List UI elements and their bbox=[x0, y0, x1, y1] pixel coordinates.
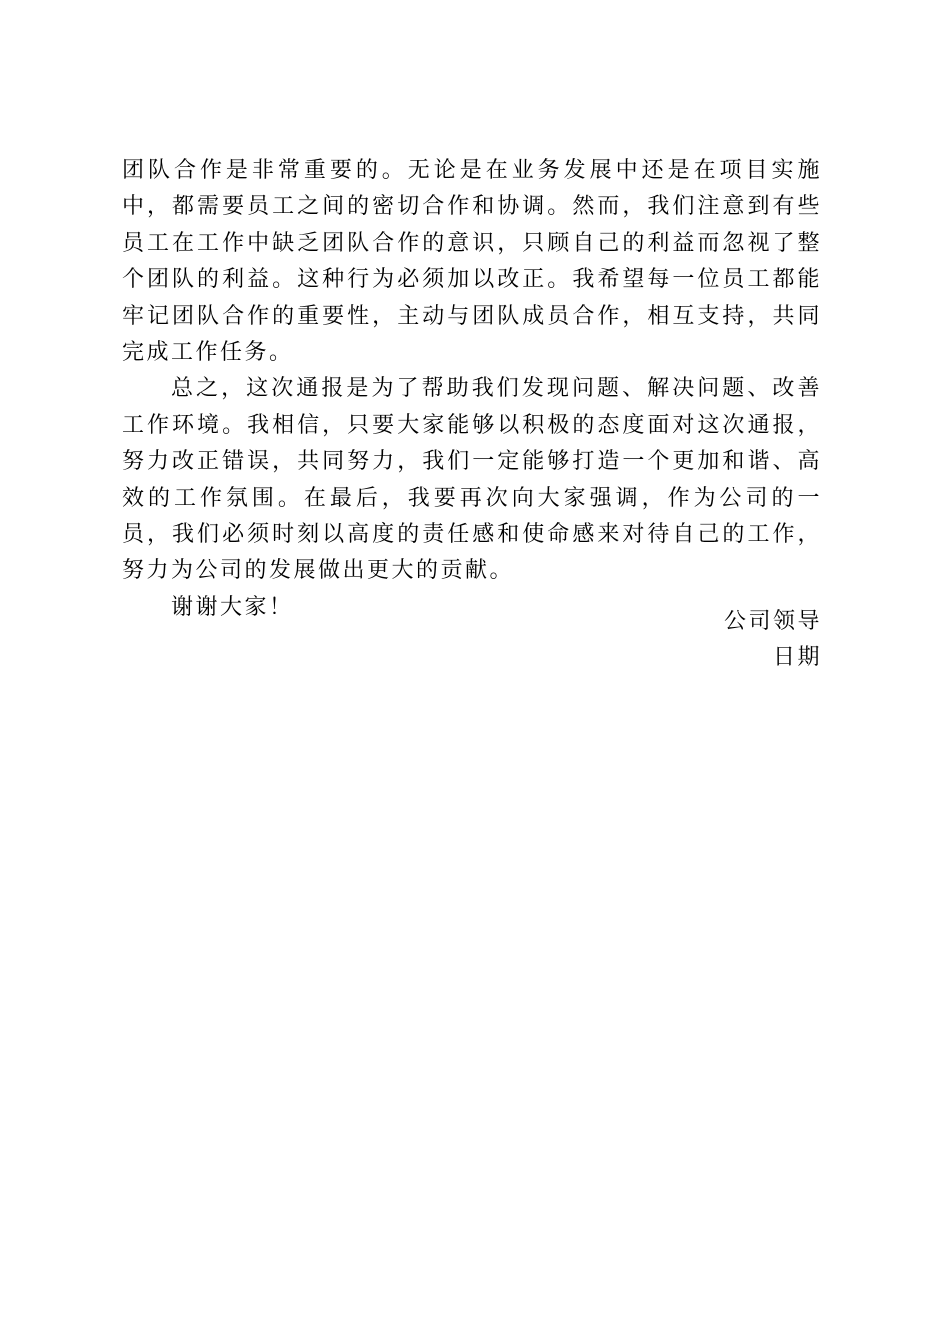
document-body bbox=[122, 153, 822, 626]
signature-date: 日期 bbox=[772, 645, 822, 670]
signature-company: 公司领导 bbox=[723, 609, 822, 634]
paragraph-summary: 总之，这次通报是为了帮助我们发现问题、解决问题、改善工作环境。我相信，只要大家能够以积极的态度面对这次通报，努力改正错误，共同努力，我们一定能够打造一个更加和谐、高效的工作氛围。在最后，我要再次向大家强调，作为公司的一员，我们必须时刻以高度的责任感和使命感来对待自己的工作，努力为公司的发展做出更大的贡献。 bbox=[122, 376, 822, 584]
paragraph-teamwork: 团队合作是非常重要的。无论是在业务发展中还是在项目实施中，都需要员工之间的密切合作和协调。然而，我们注意到有些员工在工作中缺乏团队合作的意识，只顾自己的利益而忽视了整个团队的利益。这种行为必须加以改正。我希望每一位员工都能牢记团队合作的重要性，主动与团队成员合作，相互支持，共同完成工作任务。 bbox=[122, 158, 822, 366]
paragraph-thanks: 谢谢大家！ bbox=[171, 594, 294, 620]
